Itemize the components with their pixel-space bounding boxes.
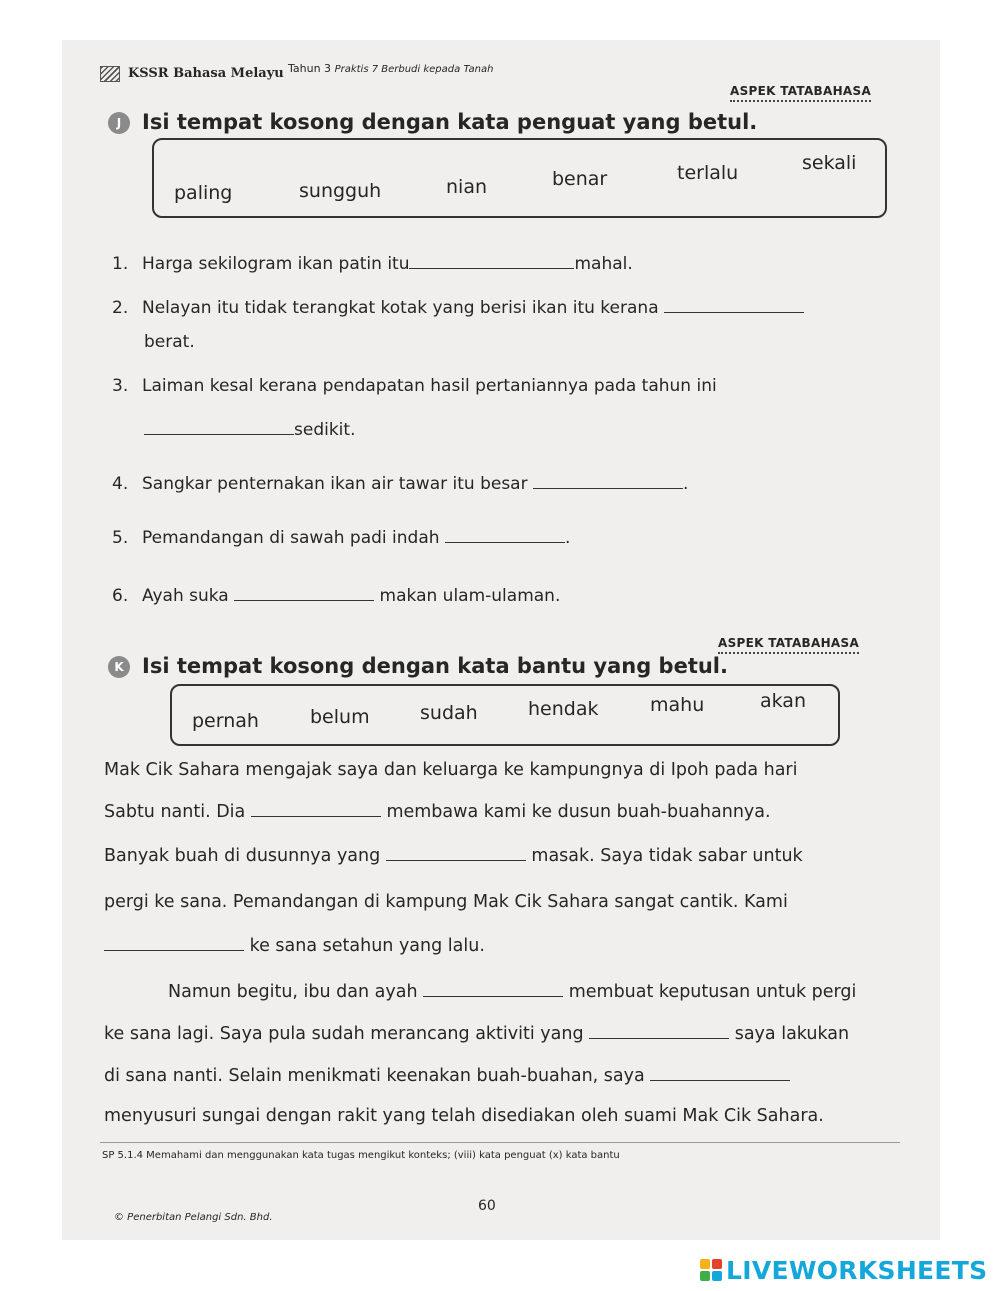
footer-divider [100, 1142, 900, 1143]
passage-line-9: menyusuri sungai dengan rakit yang telah disediakan oleh suami Mak Cik Sahara. [104, 1106, 824, 1126]
question-number: 1. [112, 254, 129, 274]
question-number: 2. [112, 298, 129, 318]
passage-line-5 [104, 936, 485, 956]
answer-blank[interactable] [104, 937, 244, 951]
header-title: KSSR Bahasa Melayu [128, 66, 284, 81]
book-icon [100, 66, 120, 82]
answer-blank[interactable] [423, 983, 563, 997]
question-2-continuation: berat. [144, 332, 195, 352]
word-option: benar [552, 168, 608, 190]
word-option: paling [174, 182, 233, 204]
question-number: 5. [112, 528, 129, 548]
passage-text: ke sana lagi. Saya pula sudah merancang aktiviti yang [104, 1024, 584, 1044]
question-2 [112, 298, 804, 318]
passage-line-4: pergi ke sana. Pemandangan di kampung Mak Cik Sahara sangat cantik. Kami [104, 892, 788, 912]
answer-blank[interactable] [234, 587, 374, 601]
passage-text: di sana nanti. Selain menikmati keenakan buah-buahan, saya [104, 1066, 645, 1086]
section-j-aspect: ASPEK TATABAHASA [730, 84, 871, 102]
question-number: 6. [112, 586, 129, 606]
answer-blank[interactable] [445, 529, 565, 543]
answer-blank[interactable] [144, 421, 294, 435]
section-j-badge: J [108, 112, 130, 134]
passage-text: Namun begitu, ibu dan ayah [168, 982, 418, 1002]
word-option: hendak [528, 698, 599, 720]
liveworksheets-logo-icon [700, 1259, 722, 1281]
word-option: mahu [650, 694, 705, 716]
passage-text: saya lakukan [734, 1024, 850, 1044]
section-j-instruction: Isi tempat kosong dengan kata penguat yang betul. [142, 110, 758, 134]
section-k-aspect: ASPEK TATABAHASA [718, 636, 859, 654]
word-option: nian [446, 176, 488, 198]
question-1 [112, 254, 633, 274]
copyright: © Penerbitan Pelangi Sdn. Bhd. [114, 1212, 273, 1223]
question-number: 4. [112, 474, 129, 494]
question-text: Pemandangan di sawah padi indah [142, 528, 440, 548]
question-text: makan ulam-ulaman. [379, 586, 561, 606]
question-text: mahal. [574, 254, 633, 274]
question-text: Ayah suka [142, 586, 229, 606]
question-3 [112, 376, 717, 396]
question-6 [112, 586, 560, 606]
question-text: Harga sekilogram ikan patin itu [142, 254, 410, 274]
question-3-continuation [144, 420, 355, 440]
page-number: 60 [478, 1198, 496, 1214]
word-option: sekali [802, 152, 857, 174]
section-k-word-box [170, 684, 840, 746]
question-text: Nelayan itu tidak terangkat kotak yang berisi ikan itu kerana [142, 298, 659, 318]
question-text: Laiman kesal kerana pendapatan hasil pertaniannya pada tahun ini [142, 376, 717, 396]
question-text: . [683, 474, 689, 494]
answer-blank[interactable] [386, 847, 526, 861]
word-option: belum [310, 706, 370, 728]
passage-text: membuat keputusan untuk pergi [568, 982, 857, 1002]
word-option: pernah [192, 710, 259, 732]
header-topic: Praktis 7 Berbudi kepada Tanah [334, 64, 494, 75]
answer-blank[interactable] [650, 1067, 790, 1081]
answer-blank[interactable] [409, 255, 574, 269]
passage-text: masak. Saya tidak sabar untuk [531, 846, 803, 866]
question-5 [112, 528, 570, 548]
section-k-instruction: Isi tempat kosong dengan kata bantu yang betul. [142, 654, 728, 678]
passage-line-1: Mak Cik Sahara mengajak saya dan keluarga ke kampungnya di Ipoh pada hari [104, 760, 798, 780]
footer-standard: SP 5.1.4 Memahami dan menggunakan kata tugas mengikut konteks; (viii) kata penguat (x) kata bantu [102, 1150, 620, 1161]
answer-blank[interactable] [251, 803, 381, 817]
word-option: sudah [420, 702, 478, 724]
passage-text: Banyak buah di dusunnya yang [104, 846, 381, 866]
question-4 [112, 474, 688, 494]
word-option: akan [760, 690, 806, 712]
passage-text: Sabtu nanti. Dia [104, 802, 246, 822]
section-j-word-box [152, 138, 887, 218]
passage-line-6 [168, 982, 856, 1002]
passage-text: membawa kami ke dusun buah-buahannya. [386, 802, 771, 822]
worksheet-page [62, 40, 940, 1240]
passage-line-8 [104, 1066, 790, 1086]
liveworksheets-brand: LIVEWORKSHEETS [726, 1256, 988, 1285]
section-k-heading [108, 654, 728, 678]
passage-line-7 [104, 1024, 849, 1044]
header-subtitle [288, 62, 493, 75]
answer-blank[interactable] [664, 299, 804, 313]
header-year: Tahun 3 [288, 62, 332, 75]
answer-blank[interactable] [589, 1025, 729, 1039]
question-text: Sangkar penternakan ikan air tawar itu besar [142, 474, 528, 494]
answer-blank[interactable] [533, 475, 683, 489]
question-number: 3. [112, 376, 129, 396]
question-text: . [564, 528, 571, 548]
passage-line-3 [104, 846, 803, 866]
passage-line-2 [104, 802, 771, 822]
question-text: sedikit. [294, 420, 356, 440]
section-j-heading [108, 110, 757, 134]
word-option: terlalu [677, 162, 739, 184]
word-option: sungguh [299, 180, 382, 202]
section-k-badge: K [108, 656, 130, 678]
passage-text: ke sana setahun yang lalu. [249, 936, 485, 956]
